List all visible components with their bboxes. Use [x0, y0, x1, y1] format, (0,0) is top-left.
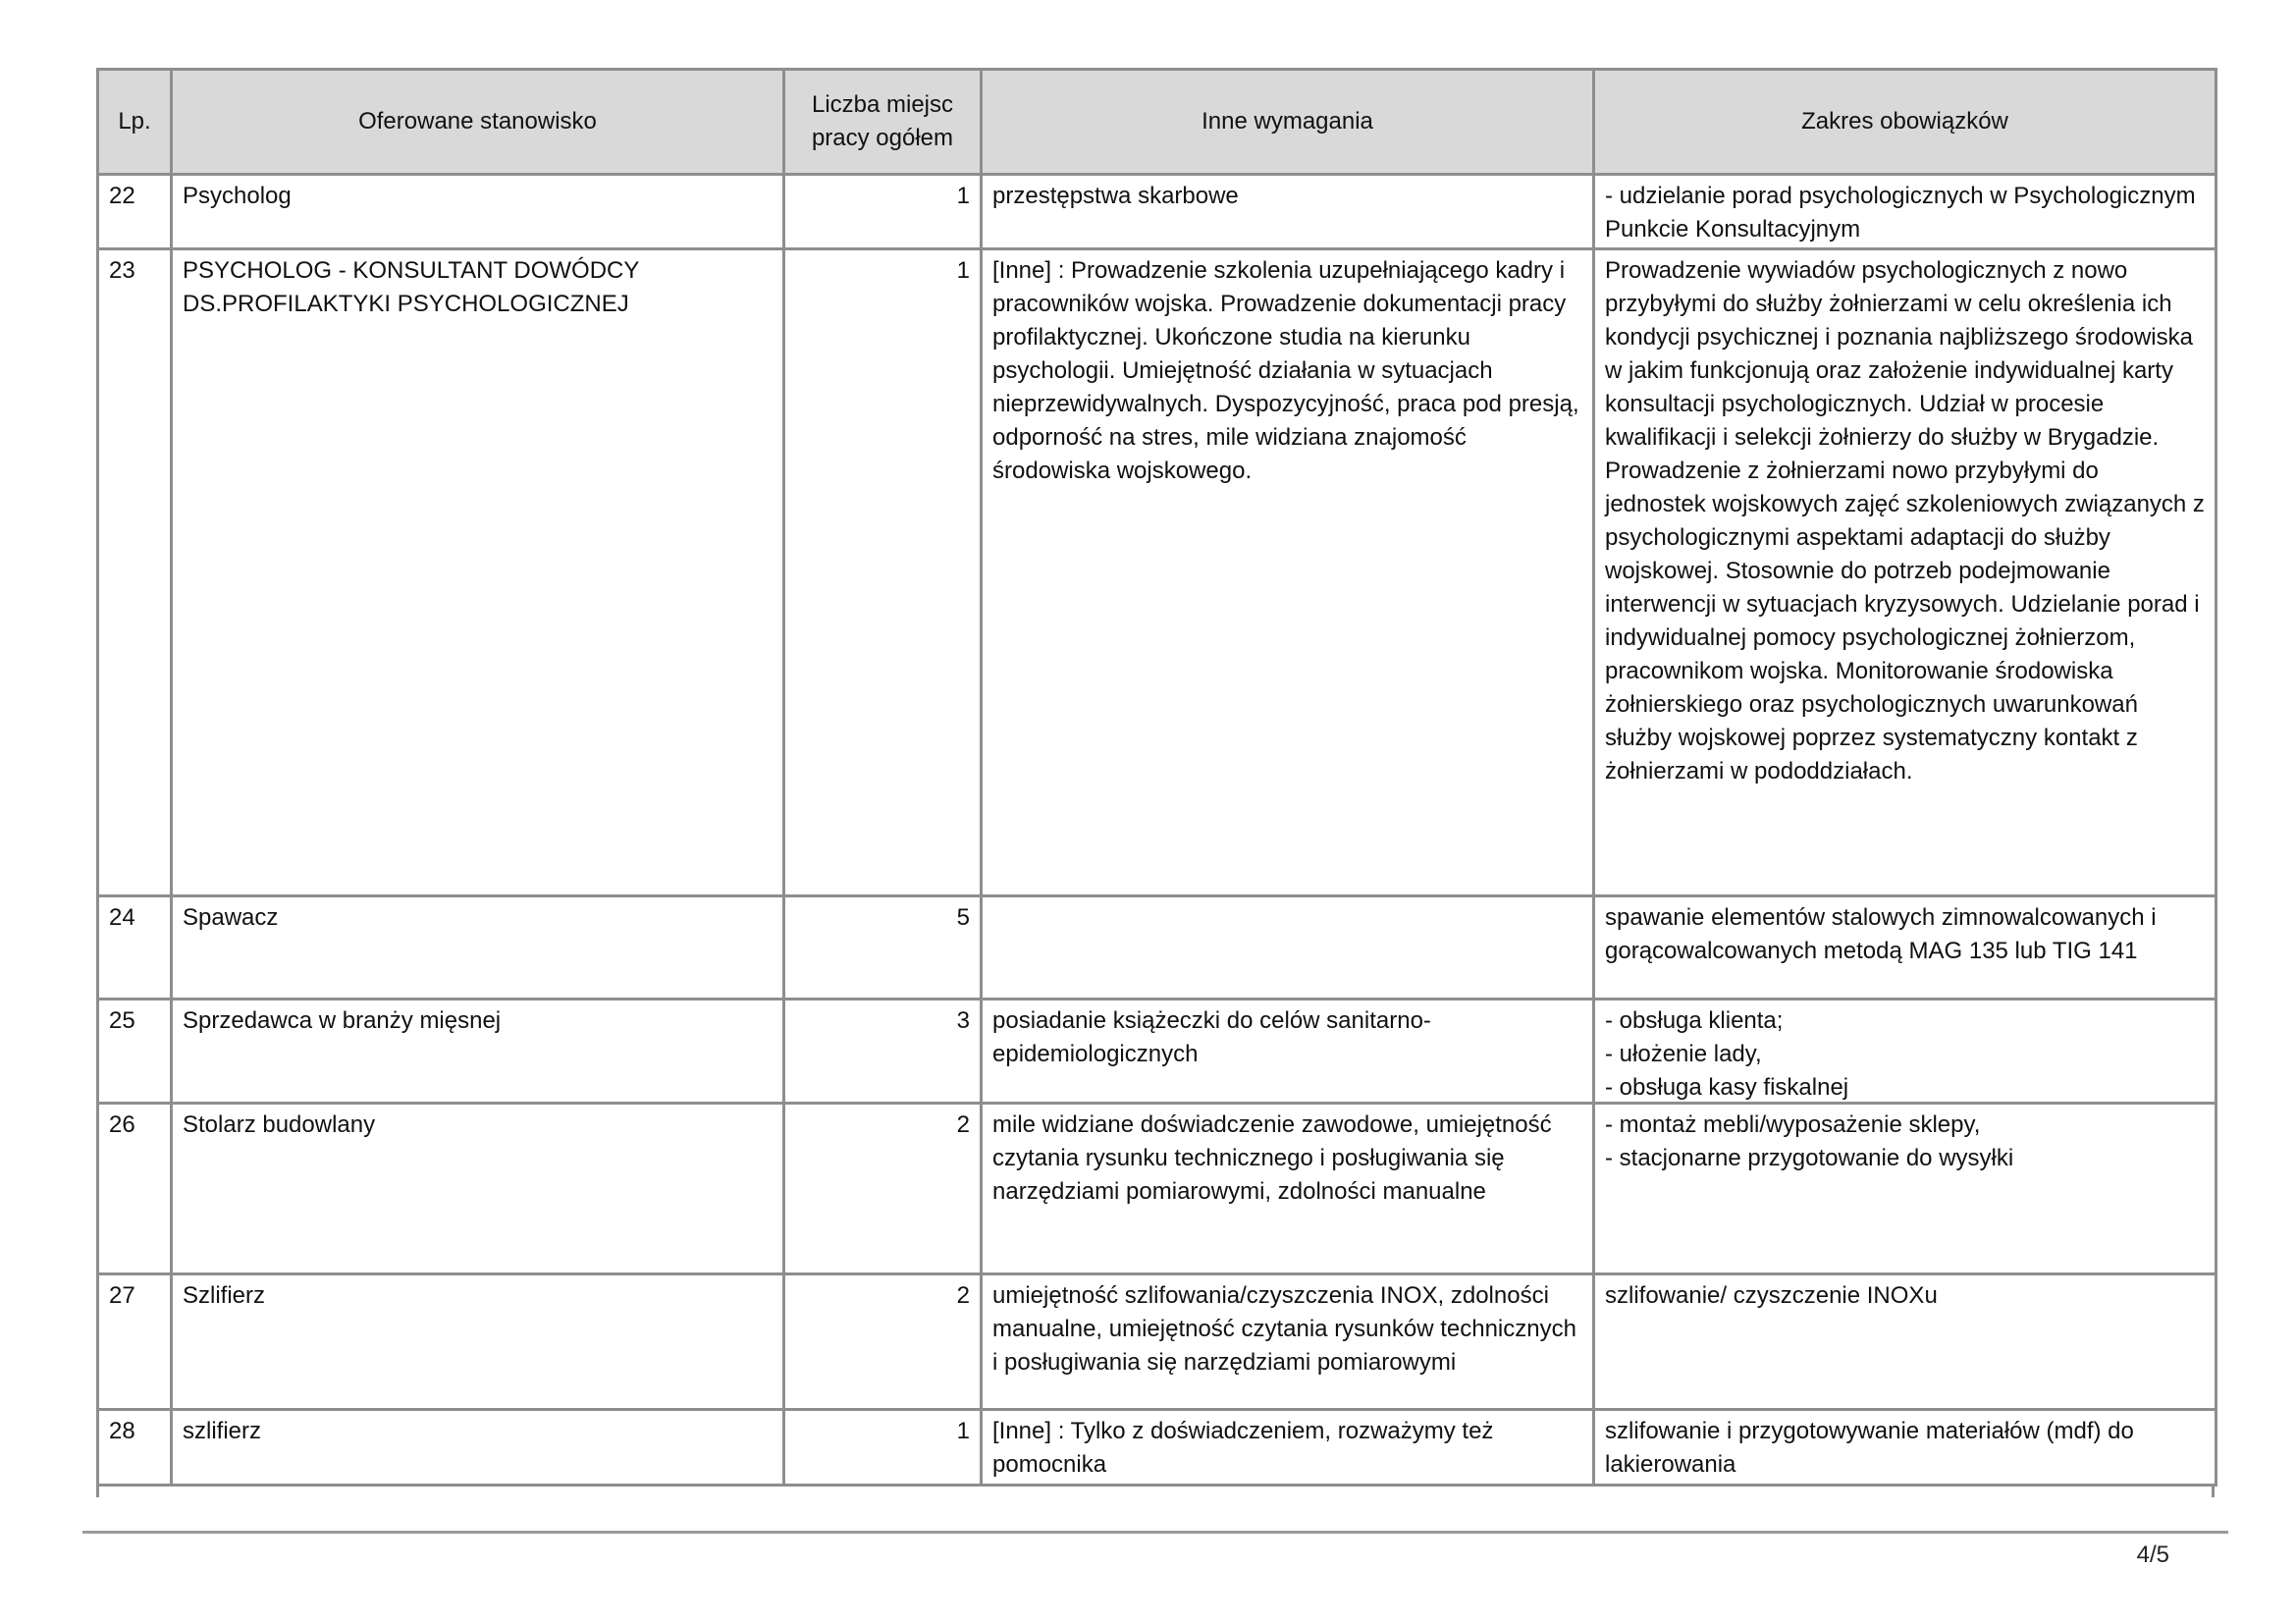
cell-requirements: mile widziane doświadczenie zawodowe, umiejętność czytania rysunku technicznego i posługiwania się narzędziami pomiarowymi, zdolności manualne	[982, 1104, 1594, 1274]
cell-position: Stolarz budowlany	[172, 1104, 784, 1274]
cell-count: 1	[784, 249, 982, 896]
cell-count: 3	[784, 1000, 982, 1104]
cell-count: 5	[784, 896, 982, 1000]
table-row	[98, 896, 2216, 1000]
cell-text: szlifowanie i przygotowywanie materiałów (mdf) do lakierowania	[1605, 1418, 2134, 1478]
cell-text: [Inne] : Tylko z doświadczeniem, rozważymy też pomocnika	[992, 1418, 1494, 1478]
header-position: Oferowane stanowisko	[172, 70, 784, 175]
table-row	[98, 249, 2216, 896]
table-row	[98, 175, 2216, 249]
table-row	[98, 1274, 2216, 1410]
cell-position: Psycholog	[172, 175, 784, 249]
header-count: Liczba miejsc pracy ogółem	[784, 70, 982, 175]
table-row	[98, 1000, 2216, 1104]
cell-duties: spawanie elementów stalowych zimnowalcowanych i gorącowalcowanych metodą MAG 135 lub TIG 141	[1594, 896, 2216, 1000]
header-duties: Zakres obowiązków	[1594, 70, 2216, 175]
cell-requirements: przestępstwa skarbowe	[982, 175, 1594, 249]
cell-position: Sprzedawca w branży mięsnej	[172, 1000, 784, 1104]
cell-text: umiejętność szlifowania/czyszczenia INOX, zdolności manualne, umiejętność czytania rysunków technicznych i posługiwania się narzędziami pomiarowymi	[992, 1282, 1576, 1376]
cell-lp: 26	[98, 1104, 172, 1274]
page-number: 4/5	[2136, 1542, 2169, 1568]
cell-lp: 22	[98, 175, 172, 249]
cell-text: posiadanie książeczki do celów sanitarno-epidemiologicznych	[992, 1007, 1431, 1067]
header-lp: Lp.	[98, 70, 172, 175]
cell-position: szlifierz	[172, 1410, 784, 1486]
cell-requirements	[982, 1274, 1594, 1410]
cell-requirements: [Inne] : Prowadzenie szkolenia uzupełniającego kadry i pracowników wojska. Prowadzenie dokumentacji pracy profilaktycznej. Ukończone studia na kierunku psychologii. Umiejętność działania w sytuacjach nieprzewidywalnych. Dyspozycyjność, praca pod presją, odporność na stres, mile widziana znajomość środowiska wojskowego.	[982, 249, 1594, 896]
job-offers-table	[96, 68, 2217, 1487]
cell-lp: 28	[98, 1410, 172, 1486]
cell-duties	[1594, 1410, 2216, 1486]
cell-requirements	[982, 1000, 1594, 1104]
table-row	[98, 1104, 2216, 1274]
cell-duties	[1594, 1000, 2216, 1104]
cell-count: 2	[784, 1104, 982, 1274]
footer-divider	[82, 1531, 2228, 1534]
cell-lp: 23	[98, 249, 172, 896]
cell-position: Szlifierz	[172, 1274, 784, 1410]
cell-count: 2	[784, 1274, 982, 1410]
cell-text: - obsługa klienta; - ułożenie lady, - obsługa kasy fiskalnej	[1605, 1007, 1849, 1101]
cell-position: Spawacz	[172, 896, 784, 1000]
table-header-row	[98, 70, 2216, 175]
table-continuation-stub	[2212, 1484, 2215, 1497]
cell-lp: 25	[98, 1000, 172, 1104]
cell-requirements	[982, 896, 1594, 1000]
header-requirements: Inne wymagania	[982, 70, 1594, 175]
table-row	[98, 1410, 2216, 1486]
cell-duties: - udzielanie porad psychologicznych w Psychologicznym Punkcie Konsultacyjnym	[1594, 175, 2216, 249]
cell-count: 1	[784, 175, 982, 249]
cell-lp: 27	[98, 1274, 172, 1410]
cell-lp: 24	[98, 896, 172, 1000]
cell-duties: szlifowanie/ czyszczenie INOXu	[1594, 1274, 2216, 1410]
table-continuation-stub	[96, 1484, 99, 1497]
cell-position: PSYCHOLOG - KONSULTANT DOWÓDCY DS.PROFILAKTYKI PSYCHOLOGICZNEJ	[172, 249, 784, 896]
cell-duties: - montaż mebli/wyposażenie sklepy, - stacjonarne przygotowanie do wysyłki	[1594, 1104, 2216, 1274]
cell-count: 1	[784, 1410, 982, 1486]
cell-requirements	[982, 1410, 1594, 1486]
cell-duties: Prowadzenie wywiadów psychologicznych z nowo przybyłymi do służby żołnierzami w celu określenia ich kondycji psychicznej i poznania najbliższego środowiska w jakim funkcjonują oraz założenie indywidualnej karty konsultacji psychologicznych. Udział w procesie kwalifikacji i selekcji żołnierzy do służby w Brygadzie. Prowadzenie z żołnierzami nowo przybyłymi do jednostek wojskowych zajęć szkoleniowych związanych z psychologicznymi aspektami adaptacji do służby wojskowej. Stosownie do potrzeb podejmowanie interwencji w sytuacjach kryzysowych. Udzielanie porad i indywidualnej pomocy psychologicznej żołnierzom, pracownikom wojska. Monitorowanie środowiska żołnierskiego oraz psychologicznych uwarunkowań służby wojskowej poprzez systematyczny kontakt z żołnierzami w pododdziałach.	[1594, 249, 2216, 896]
